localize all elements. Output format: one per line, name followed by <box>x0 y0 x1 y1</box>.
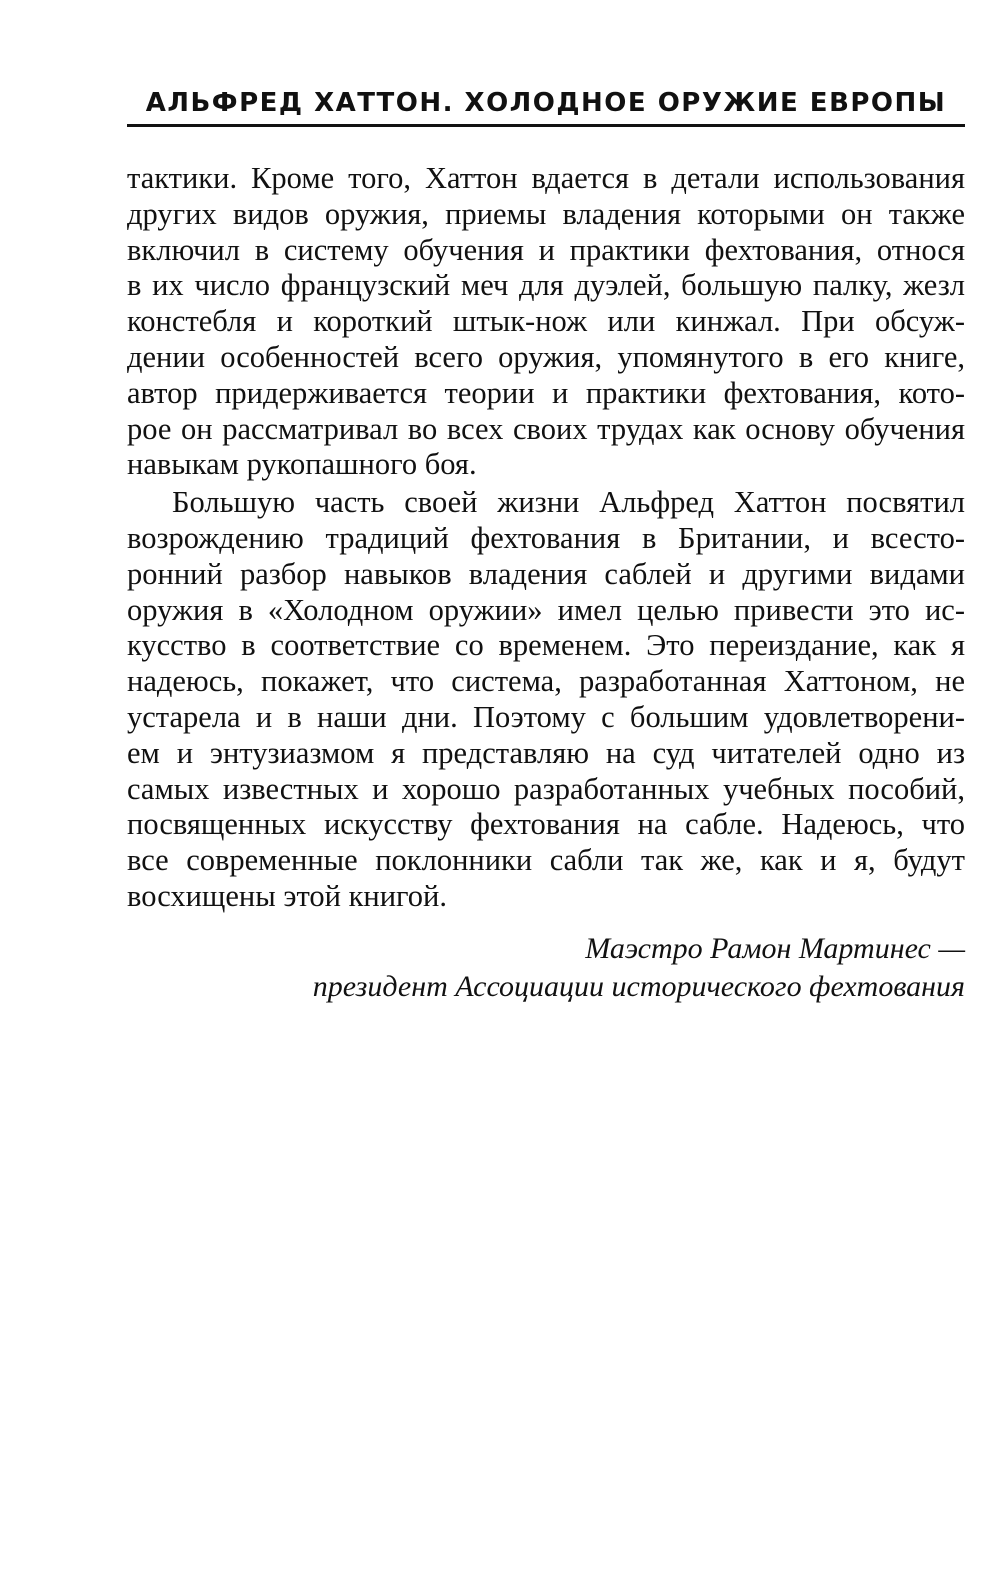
signature-title: президент Ассоциации исторического фехтования <box>312 970 965 1003</box>
header-rule <box>127 124 965 127</box>
text-line: других видов оружия, приемы владения которыми он также <box>127 196 965 231</box>
text-line: оружия в «Холодном оружии» имел целью привести это ис- <box>127 592 965 627</box>
text-line: автор придерживается теории и практики фехтования, кото- <box>127 375 965 410</box>
text-line: все современные поклонники сабли так же, как и я, будут <box>127 843 965 878</box>
text-line: восхищены этой книгой. <box>127 878 447 913</box>
text-line: надеюсь, покажет, что система, разработанная Хаттоном, не <box>127 664 965 699</box>
text-line: констебля и короткий штык-нож или кинжал. При обсуж- <box>127 304 965 339</box>
text-line: ронний разбор навыков владения саблей и другими видами <box>127 556 965 591</box>
text-line: включил в систему обучения и практики фехтования, относя <box>127 232 965 267</box>
paragraph-1 <box>127 161 965 483</box>
text-line: в их число французский меч для дуэлей, большую палку, жезл <box>127 268 965 303</box>
text-line: устарела и в наши дни. Поэтому с большим удовлетворени- <box>127 699 965 734</box>
text-line: Большую часть своей жизни Альфред Хаттон посвятил <box>172 485 965 520</box>
running-header: АЛЬФРЕД ХАТТОН. ХОЛОДНОЕ ОРУЖИЕ ЕВРОПЫ <box>145 88 947 118</box>
text-line: навыкам рукопашного боя. <box>127 447 477 482</box>
text-line: тактики. Кроме того, Хаттон вдается в детали использования <box>127 161 965 195</box>
body-text <box>127 161 965 915</box>
signature-name: Маэстро Рамон Мартинес — <box>585 932 965 965</box>
text-line: кусство в соответствие со временем. Это переиздание, как я <box>127 628 965 663</box>
paragraph-2 <box>127 485 965 915</box>
text-line: самых известных и хорошо разработанных учебных пособий, <box>127 771 965 806</box>
text-line: посвященных искусству фехтования на сабле. Надеюсь, что <box>127 807 965 842</box>
signature-block <box>127 930 965 1006</box>
text-line: ем и энтузиазмом я представляю на суд читателей одно из <box>127 735 965 770</box>
text-line: рое он рассматривал во всех своих трудах как основу обучения <box>127 411 965 446</box>
text-line: дении особенностей всего оружия, упомянутого в его книге, <box>127 339 965 374</box>
text-line: возрождению традиций фехтования в Британии, и всесто- <box>127 520 965 555</box>
